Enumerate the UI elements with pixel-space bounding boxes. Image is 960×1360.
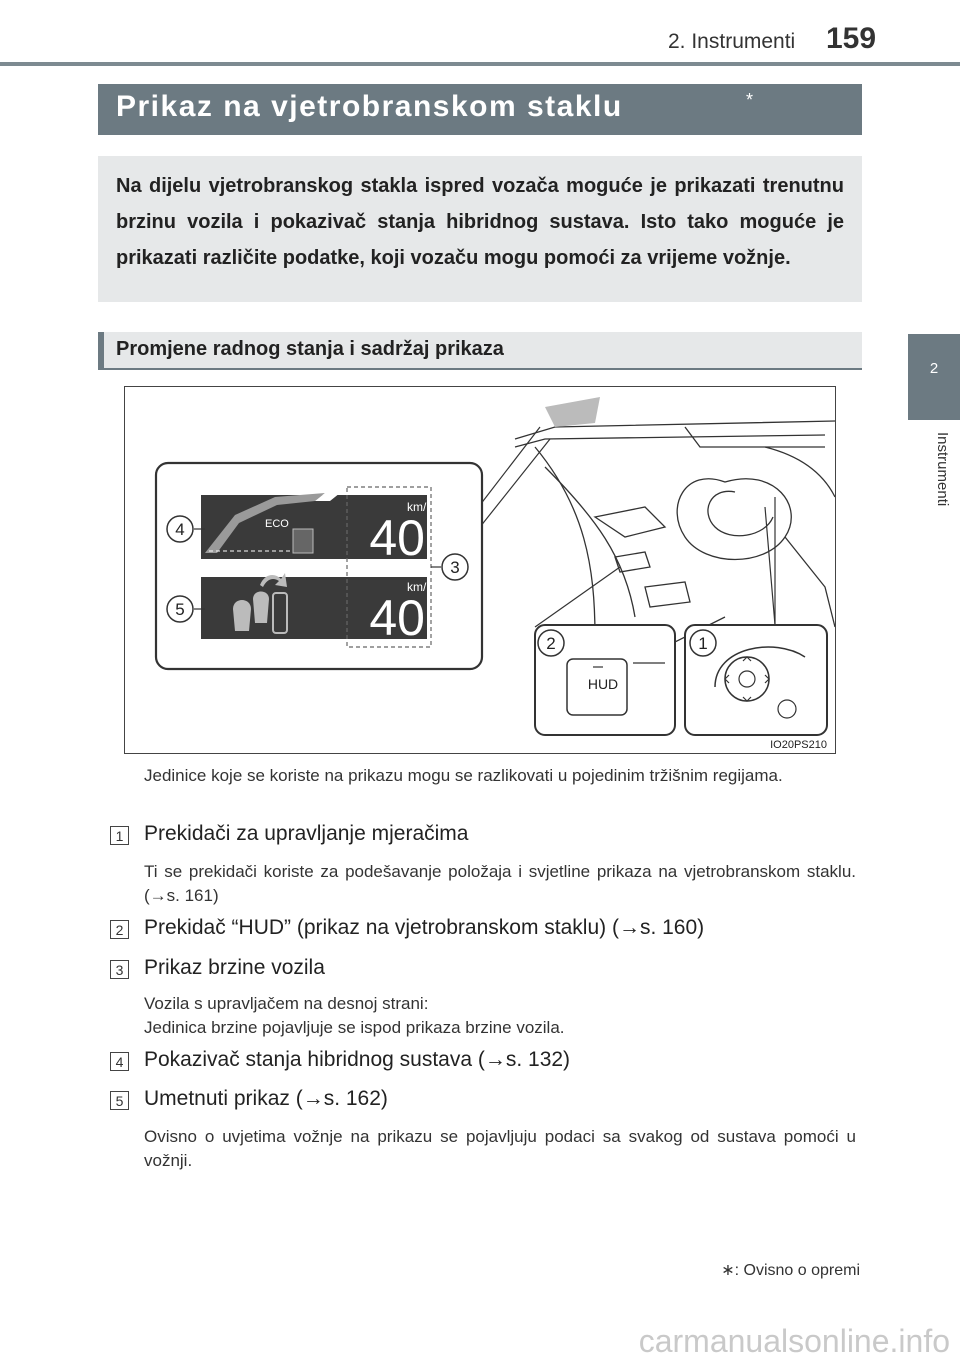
eco-label: ECO [265, 518, 289, 530]
watermark: carmanualsonline.info [638, 1323, 950, 1359]
speed-value-bottom: 40 [369, 590, 425, 646]
subheading-bar [98, 332, 862, 368]
units-note: Jedinice koje se koriste na prikazu mogu se razlikovati u pojedinim tržišnim regijama. [144, 766, 783, 785]
footprint-icon [233, 600, 251, 631]
item-title: Pokazivač stanja hibridnog sustava (→s. 132) [144, 1048, 571, 1071]
intro-box [98, 156, 862, 302]
chapter-title: 2. Instrumenti [668, 30, 796, 53]
subheading: Promjene radnog stanja i sadržaj prikaza [116, 338, 504, 360]
intro-text: Na dijelu vjetrobranskog stakla ispred vozača moguće je prikazati trenutnu brzinu vozila i pokazivač stanja hibridnog sustava. Isto tako moguće je prikazati različite podatke, koji vozaču mogu pomoći za vrijeme vožnje. [116, 175, 844, 269]
speed-unit-top: km/h [406, 500, 433, 514]
item-description: Ti se prekidači koriste za podešavanje položaja i svjetline prikaza na vjetrobranskom staklu. (→s. 161) [144, 862, 856, 905]
speed-value-top: 40 [369, 510, 425, 566]
footprint-icon-2 [253, 592, 269, 624]
speed-unit-bottom: km/h [406, 580, 433, 594]
title-asterisk: * [746, 90, 754, 110]
header-rule [0, 62, 960, 66]
item-number: 4 [110, 1052, 129, 1071]
item-title: Umetnuti prikaz (→s. 162) [144, 1087, 388, 1110]
item-number: 3 [110, 960, 129, 979]
svg-text:4: 4 [175, 520, 185, 539]
chapter-tab [908, 334, 960, 420]
subheading-rule [98, 368, 862, 370]
item-description: Ovisno o uvjetima vožnje na prikazu se pojavljuju podaci sa svakog od sustava pomoći u vožnji. [144, 1127, 856, 1170]
item-title: Prekidač “HUD” (prikaz na vjetrobranskom staklu) (→s. 160) [144, 916, 705, 939]
hud-button-label: HUD [587, 676, 619, 692]
item-title: Prikaz brzine vozila [144, 956, 325, 979]
back-button-icon [778, 700, 796, 718]
item-description: Vozila s upravljačem na desnoj strani: [144, 994, 429, 1013]
svg-text:2: 2 [546, 634, 556, 653]
dashboard-line-art [515, 397, 835, 647]
leader-lines [480, 427, 775, 627]
item-description-2: Jedinica brzine pojavljuje se ispod prikaza brzine vozila. [144, 1018, 565, 1037]
svg-text:3: 3 [450, 558, 460, 577]
item-title: Prekidači za upravljanje mjeračima [144, 822, 469, 845]
section-title-bar [98, 84, 862, 135]
page-number: 159 [826, 22, 877, 55]
hud-illustration [124, 386, 836, 754]
callout-2 [538, 630, 564, 656]
svg-text:1: 1 [698, 634, 708, 653]
battery-icon [293, 529, 313, 553]
chapter-tab-label: Instrumenti [934, 432, 951, 507]
figure-code: IO20PS210 [770, 739, 827, 751]
hud-diagram [125, 387, 836, 754]
ok-button-icon [739, 671, 755, 687]
item-number: 2 [110, 920, 129, 939]
svg-text:5: 5 [175, 600, 185, 619]
section-title: Prikaz na vjetrobranskom staklu [116, 90, 623, 123]
callout-1 [690, 630, 716, 656]
item-number: 1 [110, 826, 129, 845]
footnote: ∗: Ovisno o opremi [721, 1262, 860, 1279]
item-number: 5 [110, 1091, 129, 1110]
chapter-tab-number: 2 [929, 360, 939, 377]
